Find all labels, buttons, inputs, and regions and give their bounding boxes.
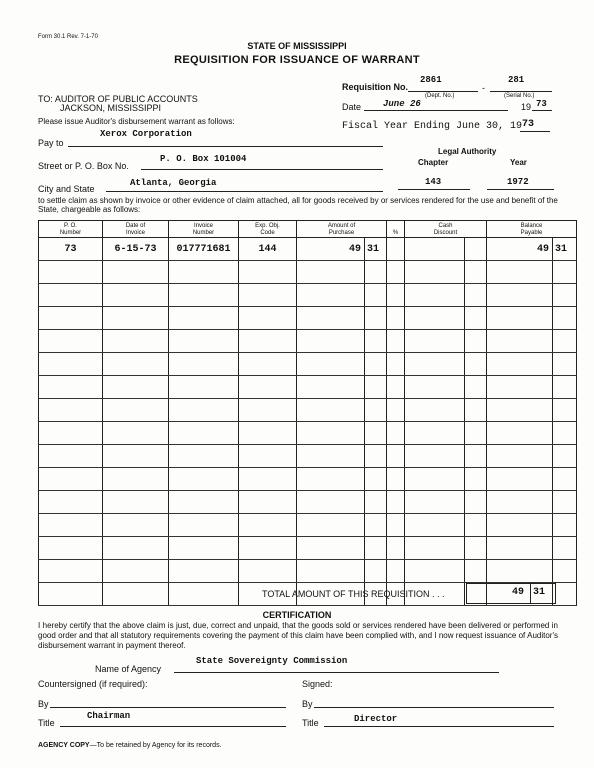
table-cell [103, 468, 169, 491]
table-cell [239, 399, 297, 422]
table-cell [365, 284, 387, 307]
table-cell [239, 353, 297, 376]
street-label: Street or P. O. Box No. [38, 161, 129, 171]
date-line [364, 110, 508, 111]
table-cell [297, 560, 365, 583]
instruction-text: Please issue Auditor's disbursement warrant as follows: [38, 117, 235, 126]
table-cell [239, 422, 297, 445]
table-cell [103, 261, 169, 284]
table-row [39, 468, 577, 491]
chapter-label: Chapter [418, 158, 449, 167]
dept-no-caption: (Dept. No.) [425, 93, 455, 99]
table-cell [169, 261, 239, 284]
right-title-label: Title [302, 718, 319, 728]
table-row [39, 422, 577, 445]
table-cell [553, 537, 577, 560]
table-cell [103, 284, 169, 307]
pay-to-value: Xerox Corporation [100, 129, 192, 139]
table-cell [487, 307, 553, 330]
chapter-line [398, 189, 470, 190]
serial-no-line [490, 91, 552, 92]
agency-copy-note [38, 742, 222, 749]
serial-no-value: 281 [508, 75, 525, 85]
table-cell [103, 514, 169, 537]
table-cell [365, 468, 387, 491]
table-cell [553, 399, 577, 422]
table-cell [365, 422, 387, 445]
table-cell [365, 491, 387, 514]
table-cell [39, 514, 103, 537]
table-cell [405, 399, 465, 422]
cell-amount-cents: 31 [365, 238, 387, 261]
table-cell [487, 445, 553, 468]
table-cell [387, 422, 405, 445]
table-cell [365, 307, 387, 330]
agency-copy-label: AGENCY COPY [38, 742, 90, 749]
table-cell [103, 307, 169, 330]
table-cell [39, 468, 103, 491]
street-value: P. O. Box 101004 [160, 154, 247, 164]
table-cell [39, 399, 103, 422]
table-cell [239, 284, 297, 307]
agency-line [174, 672, 499, 673]
jackson-line: JACKSON, MISSISSIPPI [60, 103, 162, 113]
table-cell [39, 491, 103, 514]
table-cell [169, 491, 239, 514]
table-cell [297, 491, 365, 514]
table-cell [387, 353, 405, 376]
table-cell [465, 560, 487, 583]
claims-table [38, 220, 577, 606]
table-cell [465, 353, 487, 376]
table-cell [405, 261, 465, 284]
table-header-row [39, 221, 577, 238]
table-cell [553, 445, 577, 468]
table-cell [169, 330, 239, 353]
table-cell [297, 514, 365, 537]
cell-amount: 49 [297, 238, 365, 261]
table-cell [365, 399, 387, 422]
table-cell [169, 399, 239, 422]
cell-discount [405, 238, 465, 261]
legal-authority-heading: Legal Authority [438, 147, 497, 156]
table-cell [239, 560, 297, 583]
table-cell [103, 560, 169, 583]
countersigned-label: Countersigned (if required): [38, 679, 148, 689]
table-cell [387, 514, 405, 537]
serial-no-caption: (Serial No.) [504, 93, 535, 99]
year-line [487, 189, 554, 190]
cell-code: 144 [239, 238, 297, 261]
table-cell [39, 560, 103, 583]
table-cell [103, 330, 169, 353]
city-value: Atlanta, Georgia [130, 178, 217, 188]
table-cell [465, 491, 487, 514]
table-cell [465, 514, 487, 537]
table-cell [297, 330, 365, 353]
table-cell [103, 399, 169, 422]
right-by-label: By [302, 699, 313, 709]
table-cell [465, 330, 487, 353]
left-title-label: Title [38, 718, 55, 728]
table-cell [487, 422, 553, 445]
pay-to-label: Pay to [38, 138, 64, 148]
header-invoice-number: Invoice Number [169, 221, 239, 238]
table-cell [103, 583, 169, 606]
form-title: REQUISITION FOR ISSUANCE OF WARRANT [174, 54, 420, 66]
table-cell [169, 468, 239, 491]
table-cell [39, 307, 103, 330]
table-cell [365, 514, 387, 537]
table-cell [103, 445, 169, 468]
header-exp-obj-code: Exp. Obj. Code [239, 221, 297, 238]
table-row [39, 238, 577, 261]
cell-pct [387, 238, 405, 261]
table-cell [487, 261, 553, 284]
table-cell [405, 560, 465, 583]
table-cell [553, 560, 577, 583]
table-cell [103, 537, 169, 560]
table-row [39, 284, 577, 307]
table-cell [169, 537, 239, 560]
table-row [39, 330, 577, 353]
right-title-value: Director [354, 714, 398, 724]
table-cell [487, 376, 553, 399]
city-label: City and State [38, 184, 95, 194]
header-amount-of-purchase: Amount of Purchase [297, 221, 387, 238]
date-year-value: 73 [536, 99, 547, 109]
table-cell [297, 307, 365, 330]
table-row [39, 514, 577, 537]
table-cell [465, 537, 487, 560]
signed-label: Signed: [302, 679, 333, 689]
table-cell [387, 399, 405, 422]
table-row [39, 261, 577, 284]
table-row [39, 560, 577, 583]
table-cell [39, 445, 103, 468]
table-cell [387, 560, 405, 583]
table-cell [297, 422, 365, 445]
date-label: Date [342, 102, 362, 112]
table-row [39, 376, 577, 399]
table-cell [487, 284, 553, 307]
table-cell [365, 560, 387, 583]
table-cell [387, 330, 405, 353]
cell-date: 6-15-73 [103, 238, 169, 261]
table-cell [387, 284, 405, 307]
dept-no-line [408, 91, 478, 92]
table-cell [465, 445, 487, 468]
table-cell [487, 514, 553, 537]
table-cell [39, 261, 103, 284]
cell-invoice: 017771681 [169, 238, 239, 261]
table-cell [405, 284, 465, 307]
date-year-line [532, 110, 552, 111]
table-cell [465, 284, 487, 307]
requisition-label: Requisition No. [342, 82, 408, 92]
table-row [39, 537, 577, 560]
table-cell [553, 491, 577, 514]
right-title-line [324, 726, 554, 727]
table-cell [405, 422, 465, 445]
table-cell [553, 583, 577, 606]
total-cents-divider [530, 582, 531, 604]
table-cell [553, 514, 577, 537]
table-cell [297, 537, 365, 560]
agency-label: Name of Agency [95, 664, 162, 674]
table-cell [169, 376, 239, 399]
table-cell [405, 330, 465, 353]
table-cell [405, 307, 465, 330]
agency-copy-text: —To be retained by Agency for its records. [89, 742, 222, 749]
table-cell [553, 353, 577, 376]
table-cell [365, 330, 387, 353]
table-cell [39, 537, 103, 560]
table-cell [239, 330, 297, 353]
date-value: June 26 [383, 99, 421, 109]
table-cell [553, 330, 577, 353]
header-balance-payable: Balance Payable [487, 221, 577, 238]
table-cell [465, 376, 487, 399]
settle-text: to settle claim as shown by invoice or other evidence of claim attached, all for goods received by or services rendered for the use and benefit of the State, chargeable as follows: [38, 196, 558, 214]
table-cell [553, 422, 577, 445]
table-cell [487, 468, 553, 491]
certification-heading: CERTIFICATION [262, 610, 332, 620]
cell-po: 73 [39, 238, 103, 261]
state-heading: STATE OF MISSISSIPPI [247, 41, 347, 51]
table-cell [365, 537, 387, 560]
table-cell [297, 468, 365, 491]
fiscal-year-line [520, 131, 550, 132]
table-cell [103, 422, 169, 445]
table-cell [239, 468, 297, 491]
table-cell [465, 468, 487, 491]
table-cell [465, 422, 487, 445]
table-cell [487, 537, 553, 560]
table-cell [39, 284, 103, 307]
left-title-value: Chairman [87, 711, 131, 721]
table-cell [169, 307, 239, 330]
table-cell [239, 261, 297, 284]
table-cell [39, 376, 103, 399]
table-cell [387, 445, 405, 468]
table-cell [239, 376, 297, 399]
year-label: Year [510, 158, 527, 167]
left-by-label: By [38, 699, 49, 709]
left-by-line [50, 707, 286, 708]
table-cell [103, 353, 169, 376]
table-cell [465, 261, 487, 284]
table-cell [365, 376, 387, 399]
table-cell [169, 284, 239, 307]
table-cell [387, 307, 405, 330]
table-cell [297, 261, 365, 284]
table-cell [365, 353, 387, 376]
left-title-line [60, 726, 286, 727]
total-cents: 31 [533, 587, 546, 598]
table-cell [169, 353, 239, 376]
table-cell [297, 376, 365, 399]
table-cell [487, 353, 553, 376]
street-line [141, 169, 383, 170]
table-cell [487, 491, 553, 514]
table-cell [405, 376, 465, 399]
table-cell [487, 399, 553, 422]
table-cell [297, 284, 365, 307]
table-cell [405, 514, 465, 537]
table-cell [405, 445, 465, 468]
total-label: TOTAL AMOUNT OF THIS REQUISITION . . . [262, 589, 445, 599]
table-row [39, 353, 577, 376]
table-cell [169, 445, 239, 468]
table-cell [387, 537, 405, 560]
table-cell [239, 307, 297, 330]
requisition-dash: - [482, 83, 485, 93]
chapter-value: 143 [425, 177, 442, 187]
table-cell [297, 445, 365, 468]
table-cell [239, 514, 297, 537]
certification-text: I hereby certify that the above claim is just, due, correct and unpaid, that the goods sold or services rendered have been delivered or performed in good order and that all statutory requirements covering the payment of this claim have been complied with, and I now request issuance of Auditor's disbursement warrant in payment thereof. [38, 621, 558, 650]
header-percent: % [387, 221, 405, 238]
table-cell [169, 560, 239, 583]
table-cell [553, 307, 577, 330]
table-cell [405, 537, 465, 560]
right-by-line [314, 707, 554, 708]
table-row [39, 307, 577, 330]
table-cell [103, 491, 169, 514]
table-cell [487, 330, 553, 353]
form-id: Form 30.1 Rev. 7-1-70 [38, 34, 98, 40]
table-cell [239, 491, 297, 514]
fiscal-year-label: Fiscal Year Ending June 30, 19 [342, 121, 523, 132]
fiscal-year-value: 73 [522, 119, 535, 130]
table-row [39, 491, 577, 514]
table-cell [39, 422, 103, 445]
agency-value: State Sovereignty Commission [196, 656, 348, 666]
table-cell [553, 468, 577, 491]
table-cell [405, 353, 465, 376]
cell-discount-cents [465, 238, 487, 261]
table-cell [553, 284, 577, 307]
cell-balance-cents: 31 [553, 238, 577, 261]
table-cell [553, 261, 577, 284]
table-cell [387, 468, 405, 491]
table-cell [39, 583, 103, 606]
table-cell [39, 353, 103, 376]
table-cell [465, 307, 487, 330]
table-cell [169, 514, 239, 537]
table-cell [239, 445, 297, 468]
city-line [106, 191, 383, 192]
table-cell [405, 491, 465, 514]
table-cell [103, 376, 169, 399]
table-cell [387, 491, 405, 514]
table-cell [465, 399, 487, 422]
table-cell [239, 537, 297, 560]
table-row [39, 399, 577, 422]
table-cell [405, 468, 465, 491]
total-amount: 49 [512, 587, 525, 598]
header-date-of-invoice: Date of Invoice [103, 221, 169, 238]
table-cell [365, 445, 387, 468]
cell-balance: 49 [487, 238, 553, 261]
year-value: 1972 [507, 177, 529, 187]
table-cell [297, 399, 365, 422]
table-cell [169, 422, 239, 445]
table-cell [387, 261, 405, 284]
table-cell [487, 560, 553, 583]
pay-to-line [68, 146, 383, 147]
table-cell [553, 376, 577, 399]
table-row [39, 445, 577, 468]
to-auditor: TO: AUDITOR OF PUBLIC ACCOUNTS [38, 94, 198, 104]
table-cell [387, 376, 405, 399]
header-cash-discount: Cash Discount [405, 221, 487, 238]
header-po-number: P. O. Number [39, 221, 103, 238]
table-cell [297, 353, 365, 376]
table-cell [39, 330, 103, 353]
table-cell [365, 261, 387, 284]
table-cell [169, 583, 239, 606]
date-year-prefix: 19 [521, 102, 532, 112]
dept-no-value: 2861 [420, 75, 442, 85]
